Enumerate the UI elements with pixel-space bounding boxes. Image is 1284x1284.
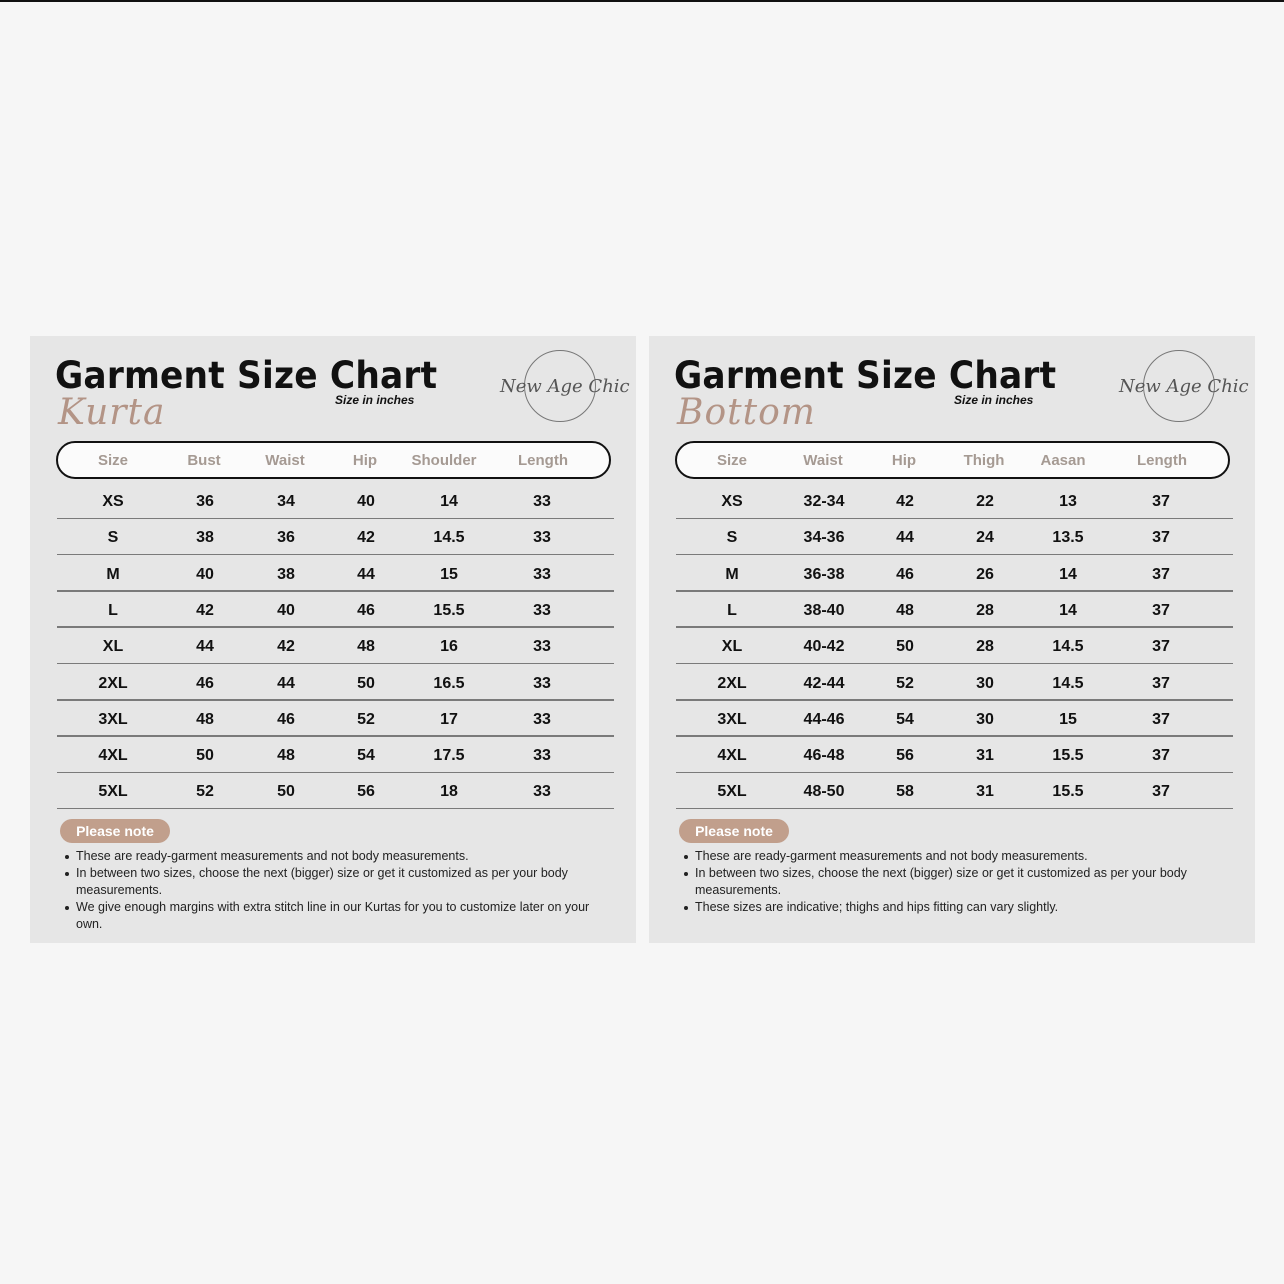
measurement-cell: 15 xyxy=(1059,710,1077,728)
measurement-cell: 50 xyxy=(277,783,295,801)
chart-title: Garment Size Chart xyxy=(55,354,438,397)
measurement-cell: 48-50 xyxy=(803,783,845,801)
measurement-cell: 48 xyxy=(357,638,375,656)
size-label: XS xyxy=(721,493,743,510)
measurement-cell: 14 xyxy=(440,493,458,510)
measurement-cell: 48 xyxy=(277,747,295,765)
measurement-cell: 31 xyxy=(976,747,994,765)
row-divider xyxy=(676,808,1233,810)
size-label: 5XL xyxy=(717,783,747,801)
bottom-size-chart-card xyxy=(649,336,1255,943)
measurement-cell: 42 xyxy=(277,638,295,656)
table-row xyxy=(676,737,1233,773)
measurement-cell: 42 xyxy=(357,529,375,547)
table-header xyxy=(56,441,611,479)
measurement-cell: 36 xyxy=(277,529,295,547)
brand-logo xyxy=(1119,350,1249,426)
measurement-cell: 36 xyxy=(196,493,214,510)
measurement-cell: 38 xyxy=(196,529,214,547)
table-row xyxy=(676,519,1233,555)
measurement-cell: 31 xyxy=(976,783,994,801)
measurement-cell: 15.5 xyxy=(1052,747,1084,765)
measurement-cell: 40 xyxy=(357,493,375,510)
size-label: S xyxy=(107,529,119,547)
table-row xyxy=(676,665,1233,701)
table-row xyxy=(676,701,1233,737)
measurement-cell: 54 xyxy=(357,747,375,765)
measurement-cell: 56 xyxy=(357,783,375,801)
measurement-cell: 52 xyxy=(896,674,914,692)
table-row xyxy=(57,483,614,519)
measurement-cell: 13.5 xyxy=(1052,529,1084,547)
note-item: These are ready-garment measurements and not body measurements. xyxy=(76,848,616,865)
column-header: Waist xyxy=(803,452,843,469)
measurement-cell: 33 xyxy=(533,529,551,547)
note-item: In between two sizes, choose the next (bigger) size or get it customized as per your body measurements. xyxy=(76,865,616,899)
table-row xyxy=(676,628,1233,664)
measurement-cell: 50 xyxy=(196,747,214,765)
measurement-cell: 44 xyxy=(277,674,295,692)
table-row xyxy=(57,519,614,555)
size-label: M xyxy=(106,565,120,583)
size-label: XS xyxy=(102,493,124,510)
measurement-cell: 15 xyxy=(440,565,458,583)
measurement-cell: 33 xyxy=(533,493,551,510)
measurement-cell: 48 xyxy=(196,710,214,728)
measurement-cell: 42 xyxy=(896,493,914,510)
unit-note: Size in inches xyxy=(335,393,415,407)
size-label: L xyxy=(727,601,737,619)
measurement-cell: 30 xyxy=(976,674,994,692)
measurement-cell: 32-34 xyxy=(803,493,845,510)
measurement-cell: 46 xyxy=(196,674,214,692)
measurement-cell: 14 xyxy=(1059,565,1077,583)
measurement-cell: 40 xyxy=(277,601,295,619)
note-item: In between two sizes, choose the next (bigger) size or get it customized as per your body measurements. xyxy=(695,865,1235,899)
brand-logo xyxy=(500,350,630,426)
note-item: We give enough margins with extra stitch line in our Kurtas for you to customize later on your own. xyxy=(76,899,616,933)
notes-list xyxy=(695,848,1235,916)
column-header: Hip xyxy=(891,452,917,469)
note-item: These sizes are indicative; thighs and hips fitting can vary slightly. xyxy=(695,899,1235,916)
measurement-cell: 38-40 xyxy=(803,601,845,619)
size-label: 5XL xyxy=(98,783,128,801)
measurement-cell: 34-36 xyxy=(803,529,845,547)
table-row xyxy=(57,737,614,773)
measurement-cell: 33 xyxy=(533,674,551,692)
table-header xyxy=(675,441,1230,479)
measurement-cell: 50 xyxy=(357,674,375,692)
table-row xyxy=(676,483,1233,519)
measurement-cell: 15.5 xyxy=(1052,783,1084,801)
kurta-size-chart-card xyxy=(30,336,636,943)
measurement-cell: 33 xyxy=(533,710,551,728)
column-header: Waist xyxy=(265,452,305,469)
measurement-cell: 42-44 xyxy=(803,674,845,692)
table-row xyxy=(57,592,614,628)
measurement-cell: 33 xyxy=(533,747,551,765)
unit-note: Size in inches xyxy=(954,393,1034,407)
measurement-cell: 52 xyxy=(196,783,214,801)
measurement-cell: 37 xyxy=(1152,493,1170,510)
measurement-cell: 56 xyxy=(896,747,914,765)
measurement-cell: 17 xyxy=(440,710,458,728)
please-note-badge: Please note xyxy=(60,819,170,843)
measurement-cell: 50 xyxy=(896,638,914,656)
measurement-cell: 58 xyxy=(896,783,914,801)
size-label: 3XL xyxy=(717,710,747,728)
column-header: Hip xyxy=(352,452,378,469)
column-header: Thigh xyxy=(963,452,1005,469)
measurement-cell: 22 xyxy=(976,493,994,510)
measurement-cell: 30 xyxy=(976,710,994,728)
measurement-cell: 40 xyxy=(196,565,214,583)
measurement-cell: 37 xyxy=(1152,674,1170,692)
measurement-cell: 28 xyxy=(976,638,994,656)
column-header: Shoulder xyxy=(411,452,477,469)
measurement-cell: 33 xyxy=(533,565,551,583)
measurement-cell: 46-48 xyxy=(803,747,845,765)
size-label: XL xyxy=(102,638,124,656)
table-row xyxy=(57,556,614,592)
column-header: Aasan xyxy=(1040,452,1086,469)
size-label: L xyxy=(108,601,118,619)
measurement-cell: 44 xyxy=(357,565,375,583)
column-header: Length xyxy=(518,452,568,469)
measurement-cell: 42 xyxy=(196,601,214,619)
size-label: 4XL xyxy=(98,747,128,765)
measurement-cell: 40-42 xyxy=(803,638,845,656)
table-row xyxy=(57,628,614,664)
measurement-cell: 37 xyxy=(1152,783,1170,801)
measurement-cell: 13 xyxy=(1059,493,1077,510)
table-row xyxy=(57,773,614,809)
measurement-cell: 33 xyxy=(533,601,551,619)
column-header: Size xyxy=(97,452,129,469)
measurement-cell: 24 xyxy=(976,529,994,547)
note-item: These are ready-garment measurements and not body measurements. xyxy=(695,848,1235,865)
table-row xyxy=(676,556,1233,592)
measurement-cell: 37 xyxy=(1152,638,1170,656)
measurement-cell: 48 xyxy=(896,601,914,619)
measurement-cell: 37 xyxy=(1152,601,1170,619)
measurement-cell: 44 xyxy=(196,638,214,656)
logo-text: New Age Chic xyxy=(1119,376,1249,397)
measurement-cell: 37 xyxy=(1152,747,1170,765)
top-border xyxy=(0,0,1284,2)
measurement-cell: 46 xyxy=(277,710,295,728)
column-header: Length xyxy=(1137,452,1187,469)
chart-title: Garment Size Chart xyxy=(674,354,1057,397)
measurement-cell: 52 xyxy=(357,710,375,728)
table-row xyxy=(676,592,1233,628)
size-label: 4XL xyxy=(717,747,747,765)
measurement-cell: 34 xyxy=(277,493,295,510)
measurement-cell: 46 xyxy=(896,565,914,583)
measurement-cell: 16 xyxy=(440,638,458,656)
measurement-cell: 33 xyxy=(533,638,551,656)
measurement-cell: 26 xyxy=(976,565,994,583)
measurement-cell: 14.5 xyxy=(1052,638,1084,656)
measurement-cell: 46 xyxy=(357,601,375,619)
table-row xyxy=(57,701,614,737)
chart-subtitle: Kurta xyxy=(58,392,166,433)
size-label: 3XL xyxy=(98,710,128,728)
size-label: XL xyxy=(721,638,743,656)
chart-subtitle: Bottom xyxy=(677,392,816,433)
measurement-cell: 44 xyxy=(896,529,914,547)
column-header: Bust xyxy=(187,452,221,469)
measurement-cell: 44-46 xyxy=(803,710,845,728)
measurement-cell: 17.5 xyxy=(433,747,465,765)
please-note-badge: Please note xyxy=(679,819,789,843)
measurement-cell: 37 xyxy=(1152,529,1170,547)
measurement-cell: 18 xyxy=(440,783,458,801)
measurement-cell: 16.5 xyxy=(433,674,465,692)
notes-list xyxy=(76,848,616,933)
measurement-cell: 14.5 xyxy=(433,529,465,547)
measurement-cell: 15.5 xyxy=(433,601,465,619)
column-header: Size xyxy=(716,452,748,469)
measurement-cell: 36-38 xyxy=(803,565,845,583)
measurement-cell: 28 xyxy=(976,601,994,619)
measurement-cell: 37 xyxy=(1152,710,1170,728)
logo-text: New Age Chic xyxy=(500,376,630,397)
size-label: M xyxy=(725,565,739,583)
table-row xyxy=(57,665,614,701)
size-label: S xyxy=(726,529,738,547)
row-divider xyxy=(57,808,614,810)
measurement-cell: 38 xyxy=(277,565,295,583)
size-label: 2XL xyxy=(717,674,747,692)
measurement-cell: 54 xyxy=(896,710,914,728)
table-row xyxy=(676,773,1233,809)
measurement-cell: 37 xyxy=(1152,565,1170,583)
measurement-cell: 33 xyxy=(533,783,551,801)
measurement-cell: 14 xyxy=(1059,601,1077,619)
measurement-cell: 14.5 xyxy=(1052,674,1084,692)
size-label: 2XL xyxy=(98,674,128,692)
